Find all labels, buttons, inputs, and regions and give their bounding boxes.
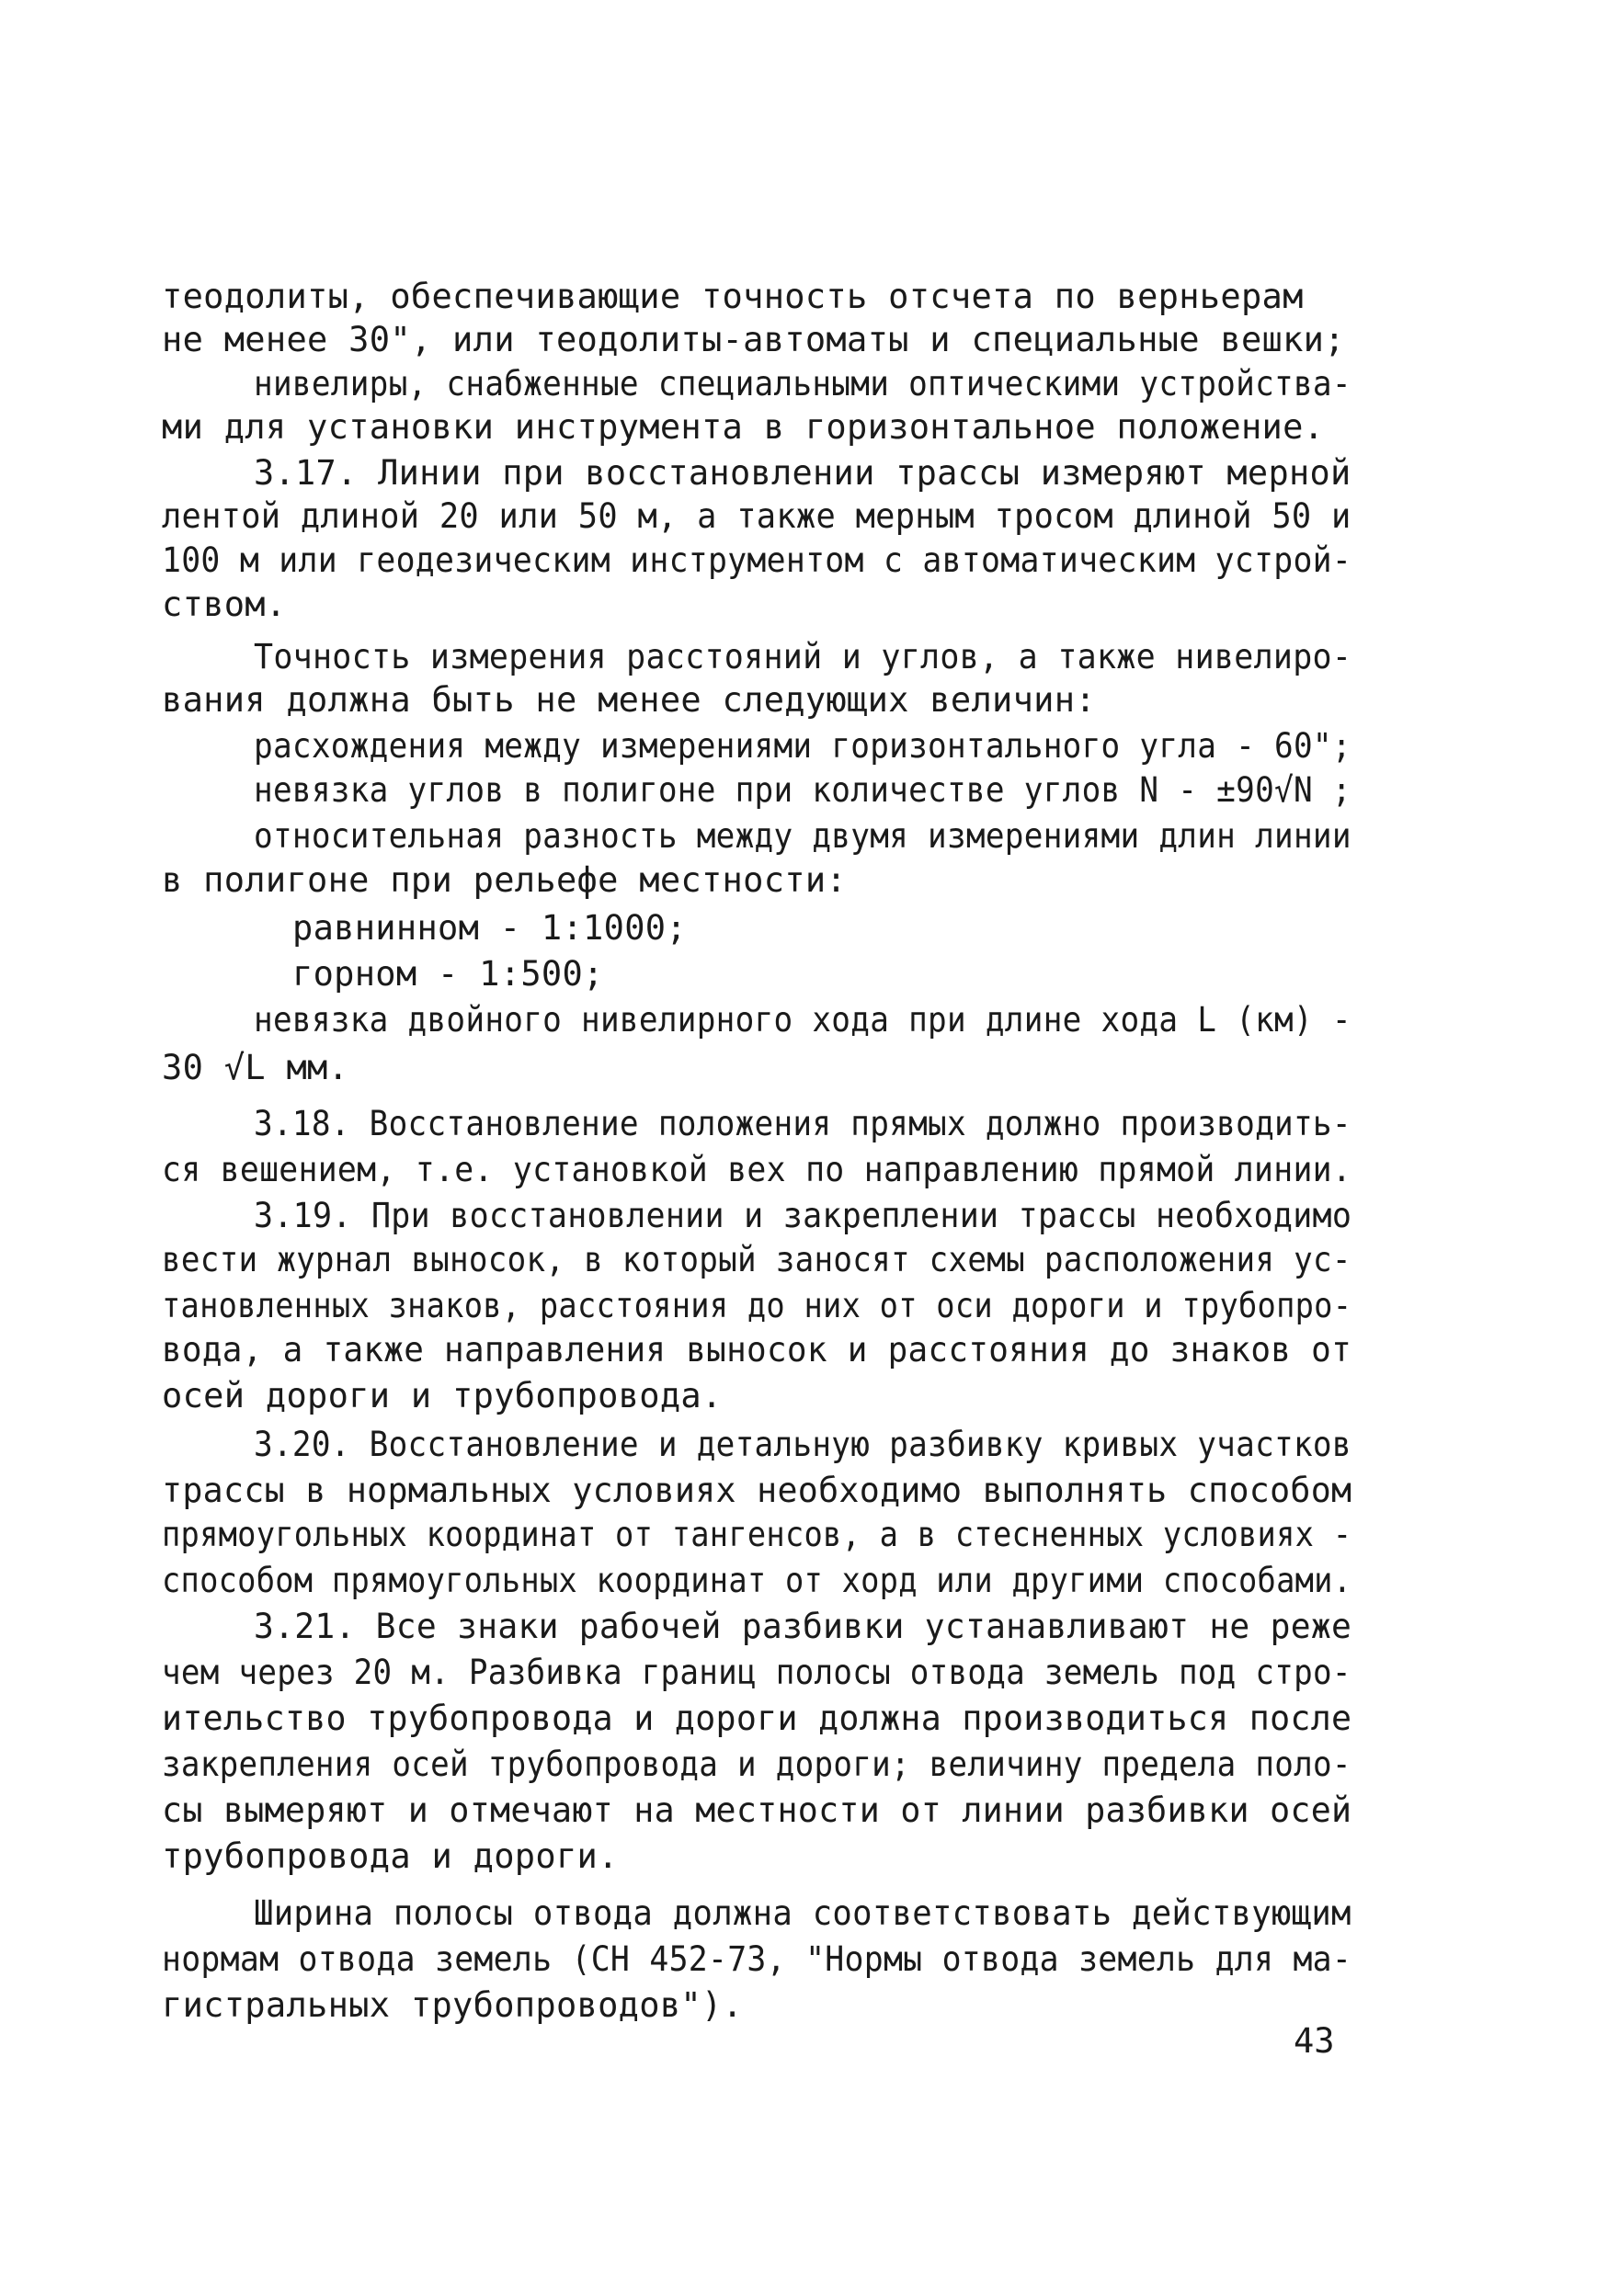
text-line: ительство трубопровода и дороги должна производиться после	[162, 1699, 1352, 1738]
text-line: нормам отвода земель (СН 452-73, "Нормы отвода земель для ма-	[162, 1939, 1352, 1979]
text-line: трассы в нормальных условиях необходимо выполнять способом	[162, 1471, 1352, 1510]
text-line: тановленных знаков, расстояния до них от оси дороги и трубопро-	[162, 1286, 1352, 1325]
text-line: 30 √L мм.	[162, 1048, 349, 1087]
text-line: 3.19. При восстановлении и закреплении трассы необходимо	[254, 1196, 1352, 1235]
text-line: вода, а также направления выносок и расстояния до знаков от	[162, 1330, 1352, 1370]
text-line: закрепления осей трубопровода и дороги; величину предела поло-	[162, 1745, 1351, 1784]
text-line: лентой длиной 20 или 50 м, а также мерным тросом длиной 50 и	[162, 496, 1351, 536]
text-line: теодолиты, обеспечивающие точность отсчета по верньерам	[162, 277, 1304, 316]
text-line: Точность измерения расстояний и углов, а также нивелиро-	[254, 637, 1352, 676]
text-line: чем через 20 м. Разбивка границ полосы отвода земель под стро-	[162, 1653, 1351, 1692]
text-line: 3.17. Линии при восстановлении трассы измеряют мерной	[254, 453, 1351, 493]
page-number: 43	[1294, 2021, 1335, 2061]
text-line: нивелиры, снабженные специальными оптическими устройства-	[254, 364, 1351, 404]
text-line: способом прямоугольных координат от хорд или другими способами.	[162, 1561, 1352, 1600]
text-line: сы вымеряют и отмечают на местности от линии разбивки осей	[162, 1790, 1352, 1830]
text-line: невязка углов в полигоне при количестве углов N - ±90√N ;	[254, 770, 1351, 810]
text-line: ся вешением, т.е. установкой вех по направлению прямой линии.	[162, 1150, 1352, 1189]
text-line: вания должна быть не менее следующих величин:	[162, 680, 1096, 720]
text-line: прямоугольных координат от тангенсов, а в стесненных условиях -	[162, 1515, 1352, 1554]
text-line: расхождения между измерениями горизонтального угла - 60";	[254, 726, 1351, 766]
text-line: ством.	[162, 585, 287, 624]
text-line: равнинном - 1:1000;	[292, 908, 687, 948]
text-line: 100 м или геодезическим инструментом с автоматическим устрой-	[162, 540, 1352, 580]
text-line: 3.20. Восстановление и детальную разбивку кривых участков	[254, 1425, 1351, 1464]
text-line: трубопровода и дороги.	[162, 1836, 619, 1876]
text-line: 3.18. Восстановление положения прямых должно производить-	[254, 1104, 1351, 1143]
text-line: относительная разность между двумя измерениями длин линии	[254, 816, 1351, 856]
text-line: 3.21. Все знаки рабочей разбивки устанавливают не реже	[254, 1607, 1352, 1646]
text-line: горном - 1:500;	[292, 954, 604, 994]
text-line: не менее 30", или теодолиты-автоматы и специальные вешки;	[162, 320, 1345, 359]
text-line: вести журнал выносок, в который заносят схемы расположения ус-	[162, 1240, 1351, 1279]
text-line: невязка двойного нивелирного хода при длине хода L (км) -	[254, 1000, 1351, 1040]
text-line: осей дороги и трубопровода.	[162, 1376, 723, 1415]
text-line: в полигоне при рельефе местности:	[162, 860, 848, 900]
text-line: ми для установки инструмента в горизонтальное положение.	[162, 407, 1325, 447]
text-line: Ширина полосы отвода должна соответствовать действующим	[254, 1893, 1351, 1933]
text-line: гистральных трубопроводов").	[162, 1985, 744, 2025]
